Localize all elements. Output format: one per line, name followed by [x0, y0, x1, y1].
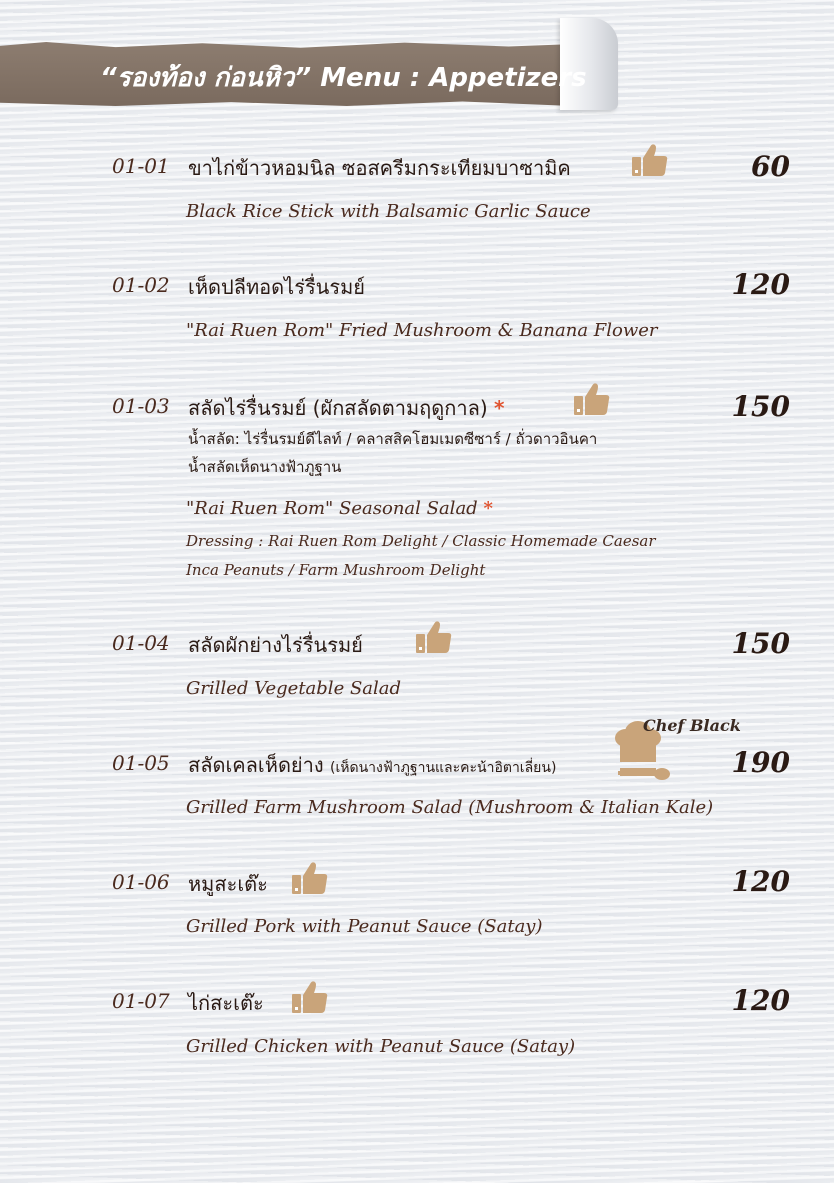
item-thai-name: หมูสะเต๊ะ	[188, 872, 268, 896]
item-thai-name: สลัดไร่รื่นรมย์ (ผักสลัดตามฤดูกาล) *	[188, 396, 505, 420]
page-title: “รองท้อง ก่อนหิว” Menu : Appetizers	[100, 63, 587, 93]
item-code: 01-01	[112, 154, 170, 178]
item-code: 01-07	[112, 989, 170, 1013]
item-code: 01-02	[112, 273, 170, 297]
thumbs-up-icon	[292, 861, 328, 895]
item-thai-name: สลัดผักย่างไร่รื่นรมย์	[188, 633, 363, 657]
item-price: 150	[731, 627, 790, 660]
item-english-name: Black Rice Stick with Balsamic Garlic Sauce	[186, 201, 591, 222]
item-code: 01-05	[112, 751, 170, 775]
item-price: 120	[731, 268, 790, 301]
item-thai-name: ขาไก่ข้าวหอมนิล ซอสครีมกระเทียมบาซามิค	[188, 156, 571, 180]
item-code: 01-06	[112, 870, 170, 894]
chef-badge-label: Chef Black	[643, 716, 741, 735]
thumbs-up-icon	[416, 620, 452, 654]
item-dressing-thai: น้ำสลัดเห็ดนางฟ้าภูฐาน	[188, 458, 342, 476]
item-price: 190	[731, 746, 790, 779]
item-english-name: Grilled Pork with Peanut Sauce (Satay)	[186, 916, 543, 937]
item-price: 120	[731, 984, 790, 1017]
item-code: 01-03	[112, 394, 170, 418]
item-code: 01-04	[112, 631, 170, 655]
item-thai-name: สลัดเคลเห็ดย่าง (เห็ดนางฟ้าภูฐานและคะน้าอิตาเลี่ยน)	[188, 753, 557, 777]
item-thai-name: เห็ดปลีทอดไร่รื่นรมย์	[188, 275, 366, 299]
thumbs-up-icon	[632, 143, 668, 177]
item-english-name: "Rai Ruen Rom" Seasonal Salad *	[186, 498, 493, 519]
item-english-name: Grilled Farm Mushroom Salad (Mushroom & Italian Kale)	[186, 797, 714, 818]
item-english-name: Grilled Chicken with Peanut Sauce (Satay)	[186, 1036, 576, 1057]
item-english-name: Grilled Vegetable Salad	[186, 678, 402, 699]
item-thai-name: ไก่สะเต๊ะ	[188, 991, 264, 1015]
item-dressing-thai: น้ำสลัด: ไร่รื่นรมย์ดีไลท์ / คลาสสิคโฮมเมดซีซาร์ / ถั่วดาวอินคา	[188, 430, 598, 448]
item-price: 120	[731, 865, 790, 898]
item-price: 150	[731, 390, 790, 423]
thumbs-up-icon	[292, 980, 328, 1014]
item-english-name: "Rai Ruen Rom" Fried Mushroom & Banana Flower	[186, 320, 658, 341]
thumbs-up-icon	[574, 382, 610, 416]
item-dressing-english: Inca Peanuts / Farm Mushroom Delight	[186, 561, 486, 579]
item-price: 60	[751, 150, 790, 183]
item-dressing-english: Dressing : Rai Ruen Rom Delight / Classic Homemade Caesar	[186, 532, 656, 550]
